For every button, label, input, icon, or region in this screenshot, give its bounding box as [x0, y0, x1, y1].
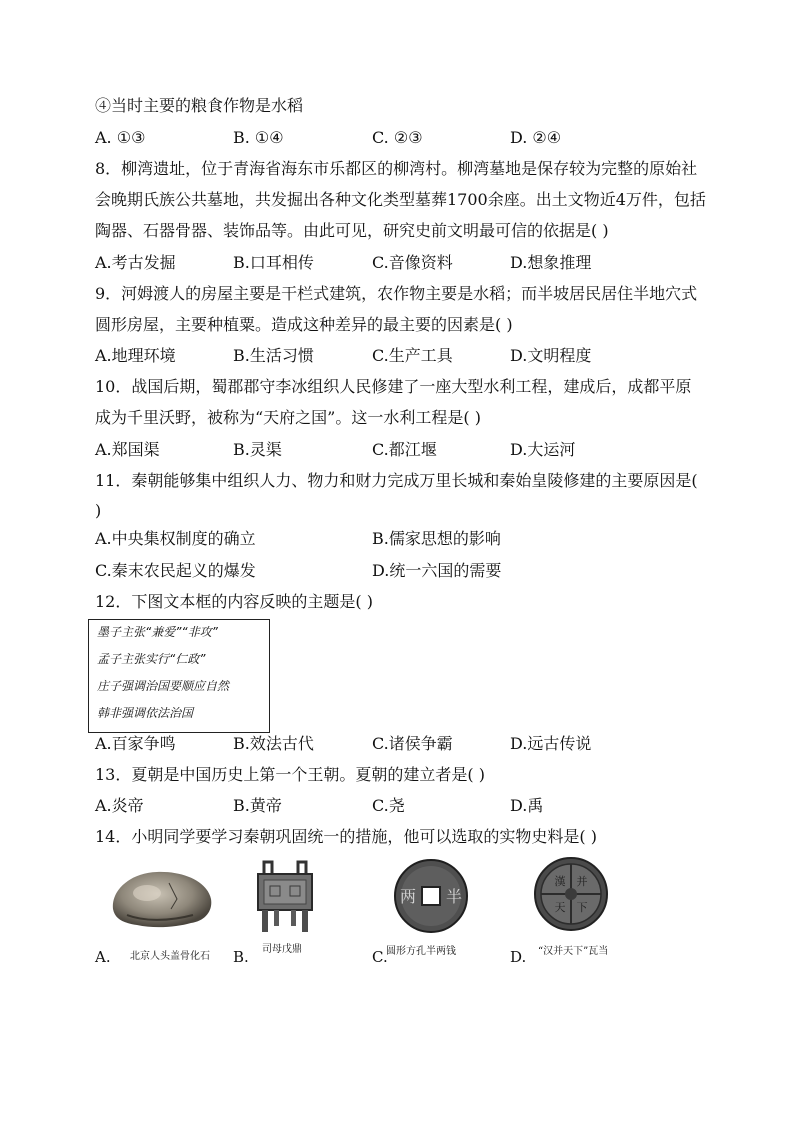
tile-glyph-han: 漢 [554, 875, 566, 888]
caption-skull: 北京人头盖骨化石 [130, 951, 210, 962]
q10-line-2: 成为千里沃野，被称为“天府之国”。这一水利工程是( ) [95, 408, 481, 427]
q9-option-a: A.地理环境 [95, 346, 176, 365]
q10-option-d: D.大运河 [510, 440, 576, 459]
q10-option-a: A.郑国渠 [95, 440, 160, 459]
q9-option-b: B.生活习惯 [233, 346, 314, 365]
q8-option-d: D.想象推理 [510, 253, 592, 272]
q7-option-c: C. ②③ [372, 128, 423, 147]
tile-glyph-bing: 并 [576, 875, 588, 888]
q11-option-d: D.统一六国的需要 [372, 561, 502, 580]
q8-option-a: A.考古发掘 [95, 253, 176, 272]
q7-option-d: D. ②④ [510, 128, 562, 147]
q11-option-b: B.儒家思想的影响 [372, 529, 501, 548]
q7-option-b: B. ①④ [233, 128, 284, 147]
q13-option-a: A.炎帝 [95, 796, 144, 815]
q14-letter-d: D. [510, 948, 527, 966]
q11-option-a: A.中央集权制度的确立 [95, 529, 256, 548]
q11-line-2: ) [95, 501, 102, 520]
q8-line-1: 8．柳湾遗址，位于青海省海东市乐都区的柳湾村。柳湾墓地是保存较为完整的原始社 [95, 159, 698, 178]
q9-option-d: D.文明程度 [510, 346, 592, 365]
textbox-line-zhuangzi: 庄子强调治国要顺应自然 [97, 679, 230, 693]
q12-option-c: C.诸侯争霸 [372, 734, 453, 753]
quote-textbox [88, 619, 270, 733]
coin-glyph-liang: 两 [399, 887, 417, 906]
simuwu-ding-image [250, 860, 320, 936]
q12-line-1: 12．下图文本框的内容反映的主题是( ) [95, 592, 373, 611]
q14-letter-a: A. [95, 948, 111, 966]
tile-glyph-tian: 天 [554, 901, 566, 914]
q14-line-1: 14．小明同学要学习秦朝巩固统一的措施，他可以选取的实物史料是( ) [95, 827, 597, 846]
textbox-line-hanfei: 韩非强调依法治国 [97, 706, 194, 720]
q12-option-a: A.百家争鸣 [95, 734, 176, 753]
q8-option-b: B.口耳相传 [233, 253, 314, 272]
skull-fossil-image [107, 865, 215, 937]
banliang-coin-image [393, 858, 469, 934]
q14-letter-c: C. [372, 948, 388, 966]
coin-glyph-ban: 半 [445, 887, 463, 906]
tile-end-image [533, 856, 609, 932]
q11-line-1: 11．秦朝能够集中组织人力、物力和财力完成万里长城和秦始皇陵修建的主要原因是( [95, 471, 698, 490]
q13-line-1: 13．夏朝是中国历史上第一个王朝。夏朝的建立者是( ) [95, 765, 485, 784]
tile-glyph-xia: 下 [576, 901, 588, 914]
statement-4: ④当时主要的粮食作物是水稻 [95, 96, 304, 115]
q8-line-3: 陶器、石器骨器、装饰品等。由此可见，研究史前文明最可信的依据是( ) [95, 221, 609, 240]
textbox-line-mengzi: 孟子主张实行“仁政” [97, 652, 206, 666]
q8-line-2: 会晚期氏族公共墓地，共发掘出各种文化类型墓葬1700余座。出土文物近4万件，包括 [95, 190, 706, 209]
q9-option-c: C.生产工具 [372, 346, 453, 365]
q10-option-b: B.灵渠 [233, 440, 282, 459]
q11-option-c: C.秦末农民起义的爆发 [95, 561, 256, 580]
q10-line-1: 10．战国后期，蜀郡郡守李冰组织人民修建了一座大型水利工程，建成后，成都平原 [95, 377, 692, 396]
q13-option-c: C.尧 [372, 796, 405, 815]
q12-option-d: D.远古传说 [510, 734, 592, 753]
q9-line-2: 圆形房屋，主要种植粟。造成这种差异的最主要的因素是( ) [95, 315, 513, 334]
q7-option-a: A. ①③ [95, 128, 146, 147]
caption-ding: 司母戊鼎 [262, 944, 302, 955]
q13-option-b: B.黄帝 [233, 796, 282, 815]
q9-line-1: 9．河姆渡人的房屋主要是干栏式建筑，农作物主要是水稻；而半坡居民居住半地穴式 [95, 284, 698, 303]
q12-option-b: B.效法古代 [233, 734, 314, 753]
q13-option-d: D.禹 [510, 796, 544, 815]
textbox-line-mozi: 墨子主张“兼爱”“非攻” [97, 625, 218, 639]
caption-tile: “汉并天下”瓦当 [538, 946, 609, 957]
q10-option-c: C.都江堰 [372, 440, 437, 459]
q14-letter-b: B. [233, 948, 249, 966]
caption-coin: 圆形方孔半两钱 [386, 946, 456, 957]
q8-option-c: C.音像资料 [372, 253, 453, 272]
